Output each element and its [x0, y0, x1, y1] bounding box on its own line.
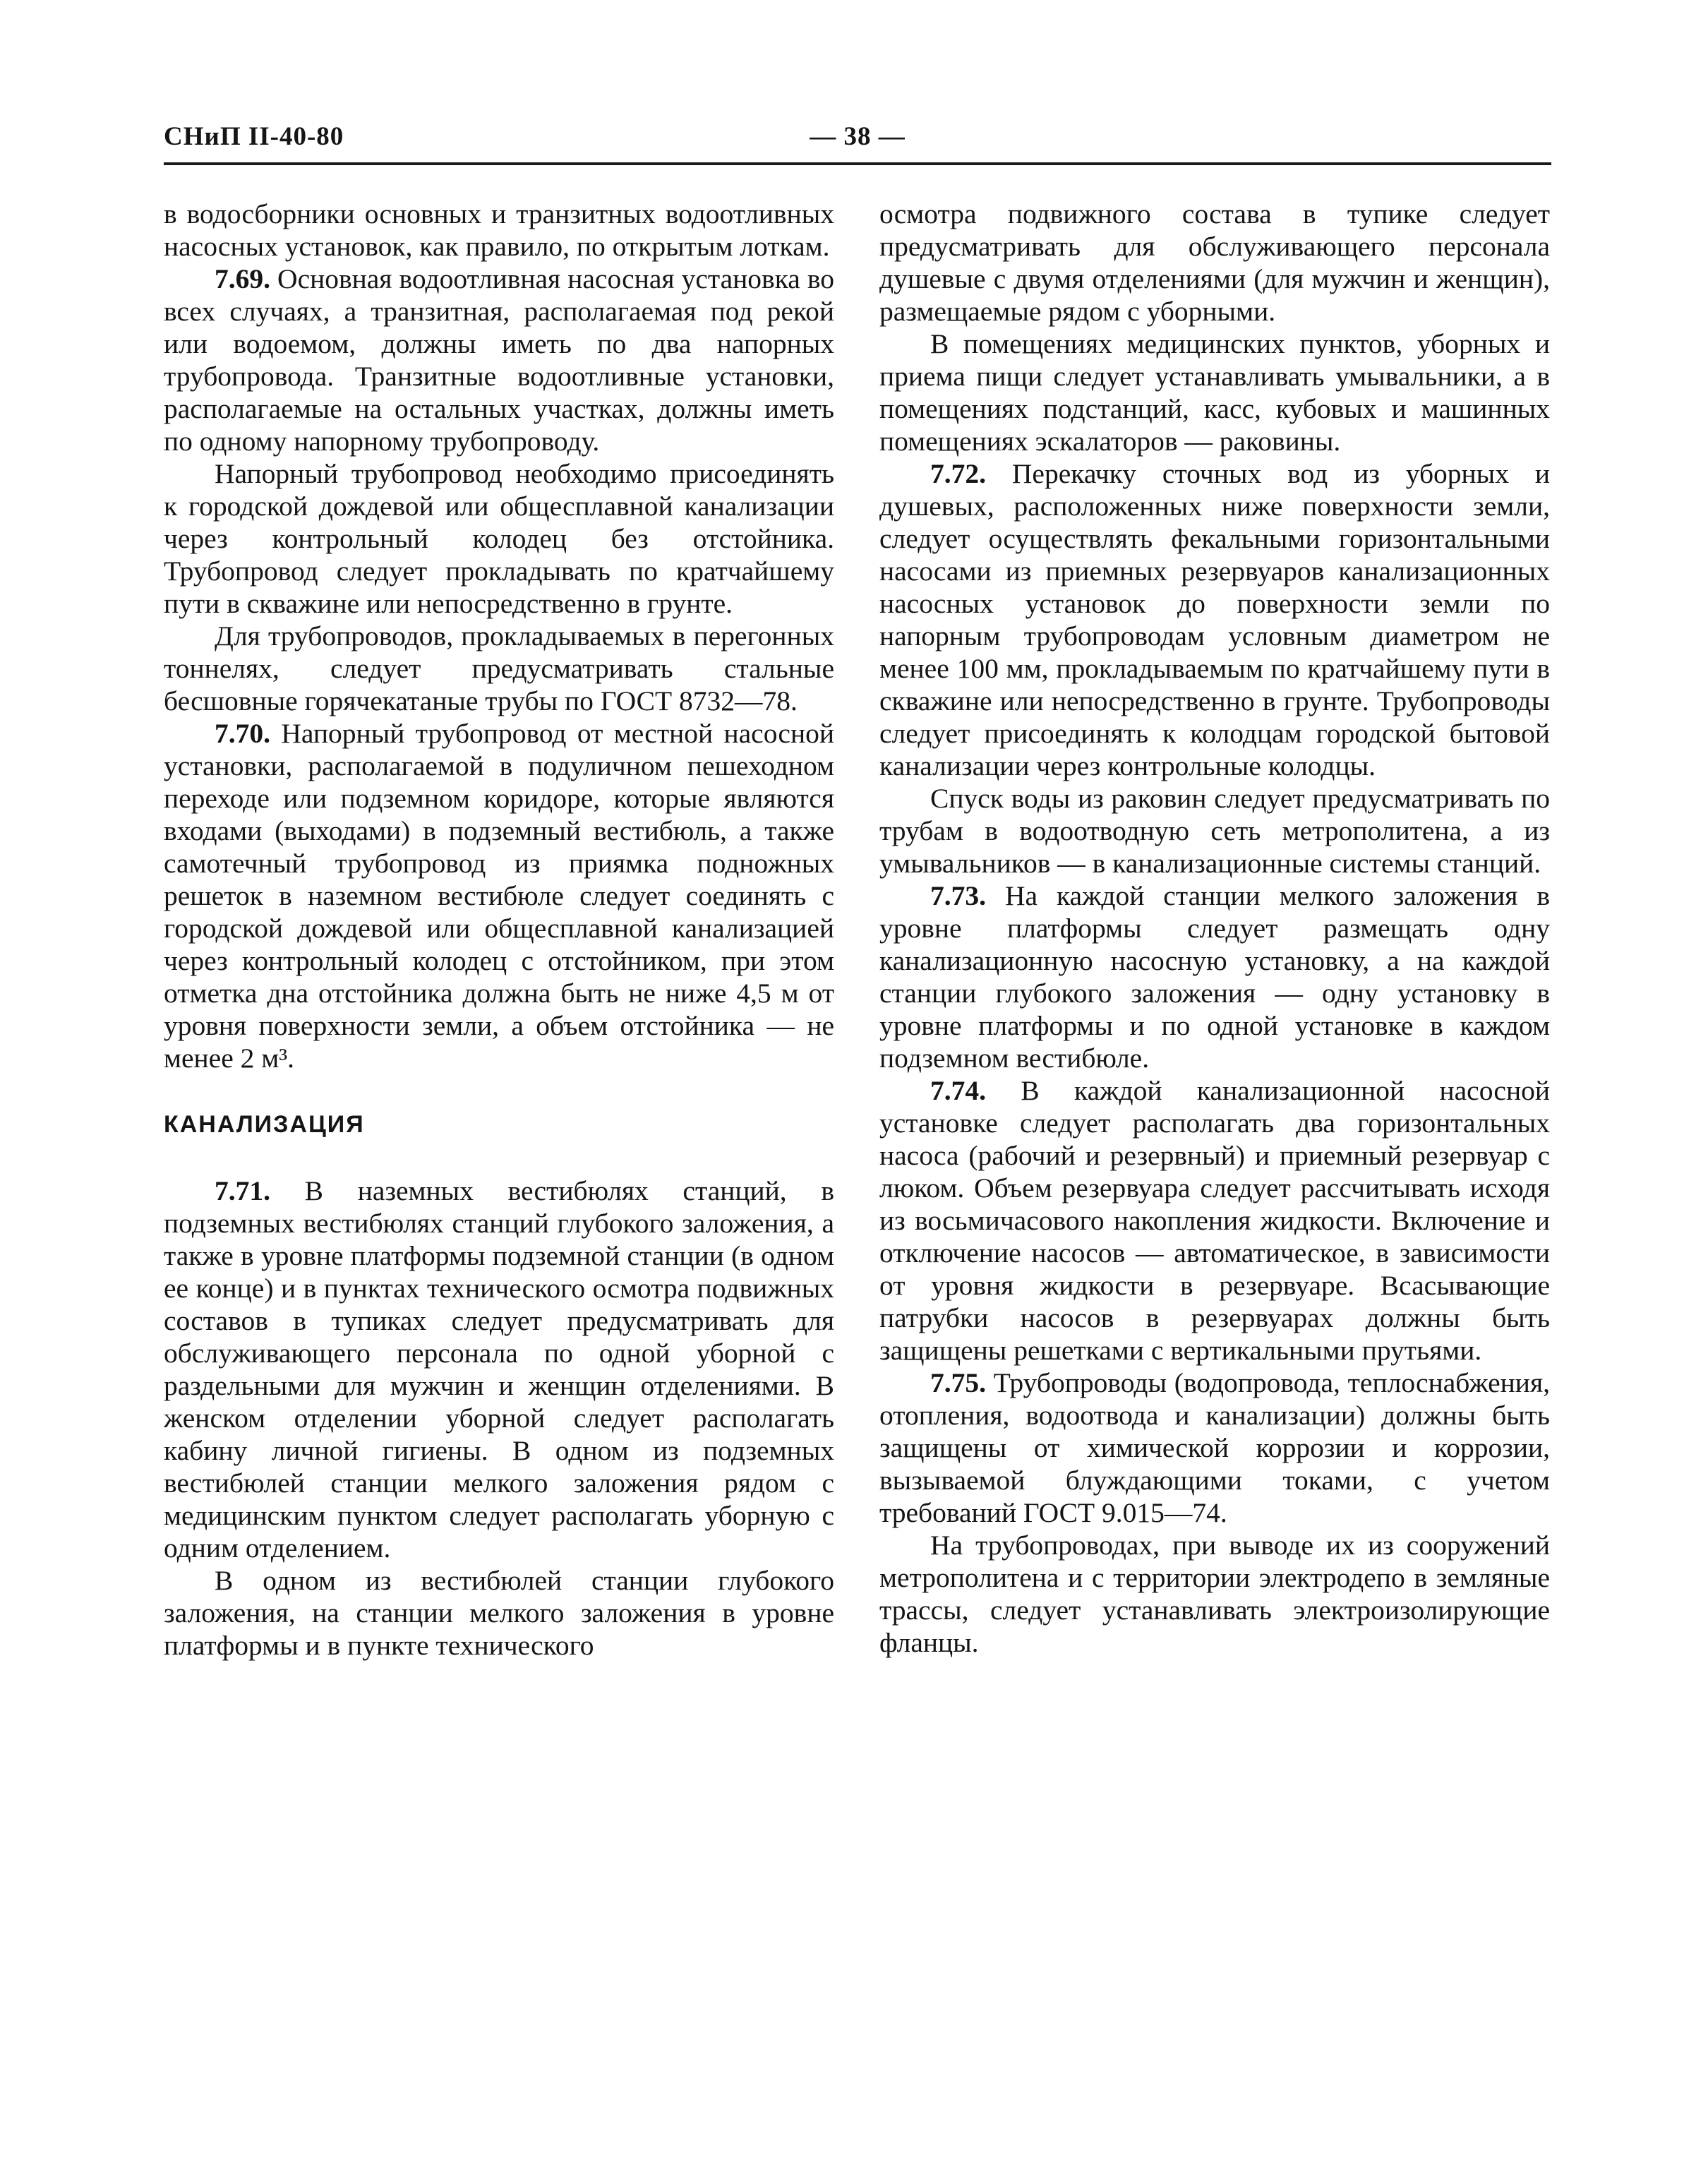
paragraph-text: Перекачку сточных вод из уборных и душевых, расположенных ниже поверхности земли, следует осуществлять фекальными горизонтальными насосами из приемных резервуаров канализационных насосных установок до поверхности земли по напорным трубопроводам условным диаметром не менее 100 мм, прокладываемым по кратчайшему пути в скважине или непосредственно в грунте. Трубопроводы следует присоединять к колодцам городской бытовой канализации через контрольные колодцы. [879, 458, 1550, 781]
paragraph-text: Напорный трубопровод от местной насосной установки, располагаемой в подуличном пешеходном переходе или подземном коридоре, которые являются входами (выходами) в подземный вестибюль, а также самотечный трубопровод из приямка подножных решеток в наземном вестибюле следует соединять с городской дождевой или общесплавной канализацией через контрольный колодец с отстойником, при этом отметка дна отстойника должна быть не ниже 4,5 м от уровня поверхности земли, а объем отстойника — не менее 2 м³. [164, 718, 834, 1074]
paragraph: в водосборники основных и транзитных водоотливных насосных установок, как правило, по открытым лоткам. [164, 198, 834, 262]
document-code: СНиП II-40-80 [164, 122, 344, 151]
paragraph-text: Основная водоотливная насосная установка во всех случаях, а транзитная, располагаемая под рекой или водоемом, должны иметь по два напорных трубопровода. Транзитные водоотливные установки, располагаемые на остальных участках, должны иметь по одному напорному трубопроводу. [164, 263, 834, 457]
paragraph-text: В наземных вестибюлях станций, в подземных вестибюлях станций глубокого заложения, а также в уровне платформы подземной станции (в одном ее конце) и в пунктах технического осмотра подвижных составов в тупиках следует предусматривать для обслуживающего персонала по одной уборной с раздельными для мужчин и женщин отделениями. В женском отделении уборной следует располагать кабину личной гигиены. В одном из подземных вестибюлей станции мелкого заложения рядом с медицинским пунктом следует располагать уборную с одним отделением. [164, 1175, 834, 1563]
paragraph-text: В каждой канализационной насосной установке следует располагать два горизонтальных насоса (рабочий и резервный) и приемный резервуар с люком. Объем резервуара следует рассчитывать исходя из восьмичасового накопления жидкости. Включение и отключение насосов — автоматическое, в зависимости от уровня жидкости в резервуаре. Всасывающие патрубки насосов в резервуарах должны быть защищены решетками с вертикальными прутьями. [879, 1075, 1550, 1366]
paragraph-7-69 [164, 263, 834, 457]
paragraph-7-73 [879, 880, 1550, 1074]
clause-number: 7.70. [215, 718, 270, 749]
paragraph: В одном из вестибюлей станции глубокого заложения, на станции мелкого заложения в уровне платформы и в пункте технического [164, 1565, 834, 1661]
paragraph-text: Трубопроводы (водопровода, теплоснабжения, отопления, водоотвода и канализации) должны быть защищены от химической коррозии и коррозии, вызываемой блуждающими токами, с учетом требований ГОСТ 9.015—74. [879, 1367, 1550, 1528]
clause-number: 7.71. [215, 1175, 270, 1206]
right-column [879, 198, 1550, 1659]
clause-number: 7.73. [930, 880, 986, 911]
header-rule [164, 162, 1551, 165]
paragraph: На трубопроводах, при выводе их из сооружений метрополитена и с территории электродепо в земляные трассы, следует устанавливать электроизолирующие фланцы. [879, 1530, 1550, 1658]
paragraph-7-72 [879, 457, 1550, 782]
clause-number: 7.72. [930, 458, 986, 489]
paragraph: Напорный трубопровод необходимо присоединять к городской дождевой или общесплавной канализации через контрольный колодец без отстойника. Трубопровод следует прокладывать по кратчайшему пути в скважине или непосредственно в грунте. [164, 458, 834, 619]
clause-number: 7.75. [930, 1367, 986, 1398]
section-heading: КАНАЛИЗАЦИЯ [164, 1111, 365, 1138]
paragraph-7-70 [164, 717, 834, 1074]
page-header [164, 121, 1551, 164]
paragraph-7-71 [164, 1175, 834, 1564]
paragraph: Для трубопроводов, прокладываемых в перегонных тоннелях, следует предусматривать стальные бесшовные горячекатаные трубы по ГОСТ 8732—78. [164, 620, 834, 716]
left-column [164, 198, 834, 1662]
page-number: — 38 — [810, 122, 906, 151]
paragraph: Спуск воды из раковин следует предусматривать по трубам в водоотводную сеть метрополитена, а из умывальников — в канализационные системы станций. [879, 783, 1550, 879]
paragraph-7-75 [879, 1367, 1550, 1529]
paragraph-text: На каждой станции мелкого заложения в уровне платформы следует размещать одну канализационную насосную установку, а на каждой станции глубокого заложения — одну установку в уровне платформы и по одной установке в каждом подземном вестибюле. [879, 880, 1550, 1074]
clause-number: 7.74. [930, 1075, 986, 1106]
clause-number: 7.69. [215, 263, 270, 294]
paragraph: В помещениях медицинских пунктов, уборных и приема пищи следует устанавливать умывальники, а в помещениях подстанций, касс, кубовых и машинных помещениях эскалаторов — раковины. [879, 328, 1550, 457]
paragraph: осмотра подвижного состава в тупике следует предусматривать для обслуживающего персонала душевые с двумя отделениями (для мужчин и женщин), размещаемые рядом с уборными. [879, 198, 1550, 327]
paragraph-7-74 [879, 1074, 1550, 1367]
